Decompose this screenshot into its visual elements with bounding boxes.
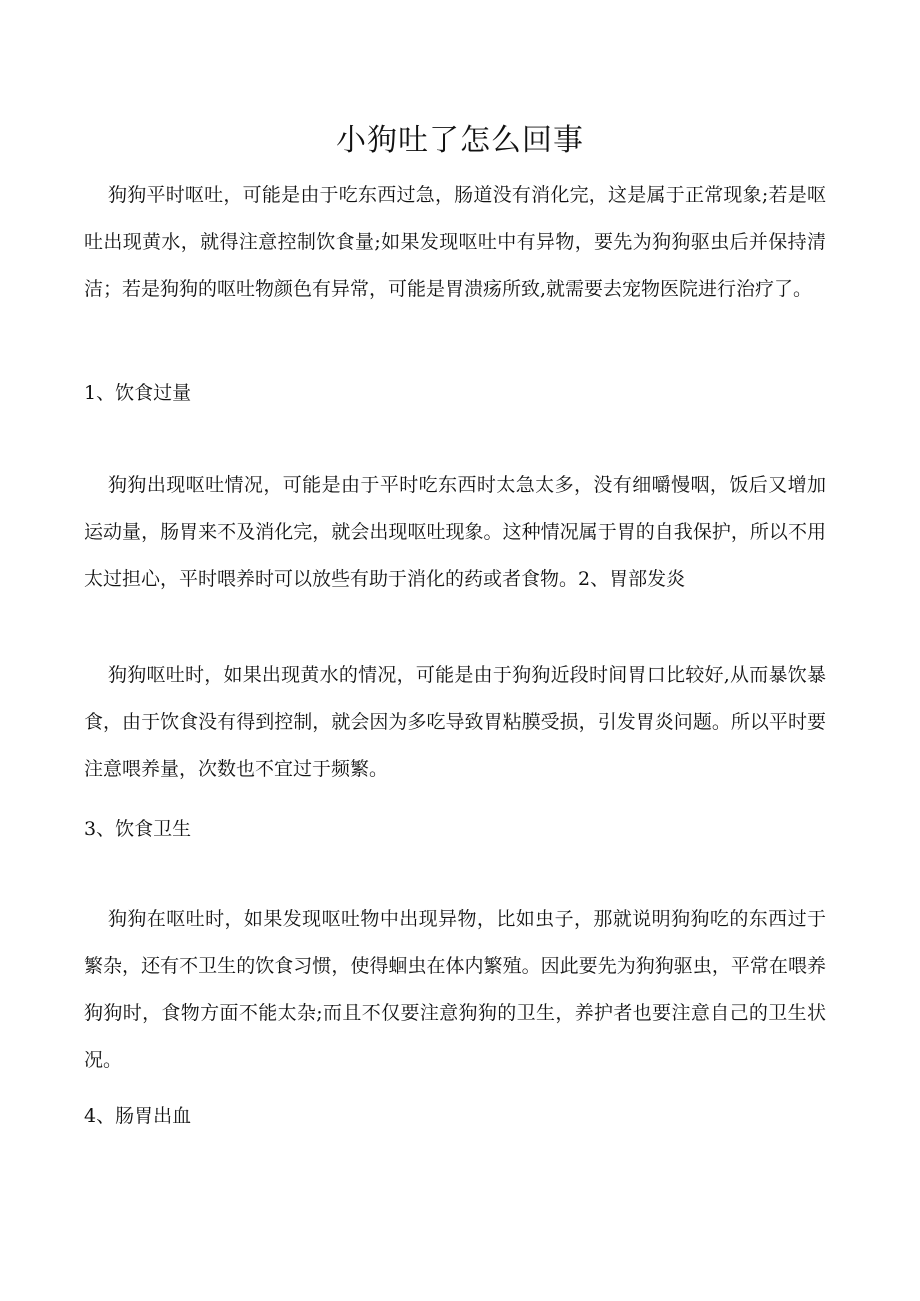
section-heading-overeating: 1、饮食过量 bbox=[84, 382, 192, 404]
hygiene-paragraph: 狗狗在呕吐时，如果发现呕吐物中出现异物，比如虫子，那就说明狗狗吃的东西过于繁杂，还有不卫生的饮食习惯，使得蛔虫在体内繁殖。因此要先为狗狗驱虫，平常在喂养狗狗时，食物方面不能太杂;而且不仅要注意狗狗的卫生，养护者也要注意自己的卫生状况。 bbox=[84, 908, 826, 1071]
document-title: 小狗吐了怎么回事 bbox=[336, 123, 584, 158]
section-heading-hygiene: 3、饮食卫生 bbox=[84, 818, 192, 840]
intro-paragraph: 狗狗平时呕吐，可能是由于吃东西过急，肠道没有消化完，这是属于正常现象;若是呕吐出现黄水，就得注意控制饮食量;如果发现呕吐中有异物，要先为狗狗驱虫后并保持清洁；若是狗狗的呕吐物颜色有异常，可能是胃溃疡所致,就需要去宠物医院进行治疗了。 bbox=[84, 184, 826, 300]
section-heading-bleeding: 4、肠胃出血 bbox=[84, 1105, 192, 1127]
gastritis-paragraph: 狗狗呕吐时，如果出现黄水的情况，可能是由于狗狗近段时间胃口比较好,从而暴饮暴食，由于饮食没有得到控制，就会因为多吃导致胃粘膜受损，引发胃炎问题。所以平时要注意喂养量，次数也不宜过于频繁。 bbox=[84, 664, 826, 780]
overeating-paragraph: 狗狗出现呕吐情况，可能是由于平时吃东西时太急太多，没有细嚼慢咽，饭后又增加运动量，肠胃来不及消化完，就会出现呕吐现象。这种情况属于胃的自我保护，所以不用太过担心，平时喂养时可以放些有助于消化的药或者食物。2、胃部发炎 bbox=[84, 474, 826, 590]
